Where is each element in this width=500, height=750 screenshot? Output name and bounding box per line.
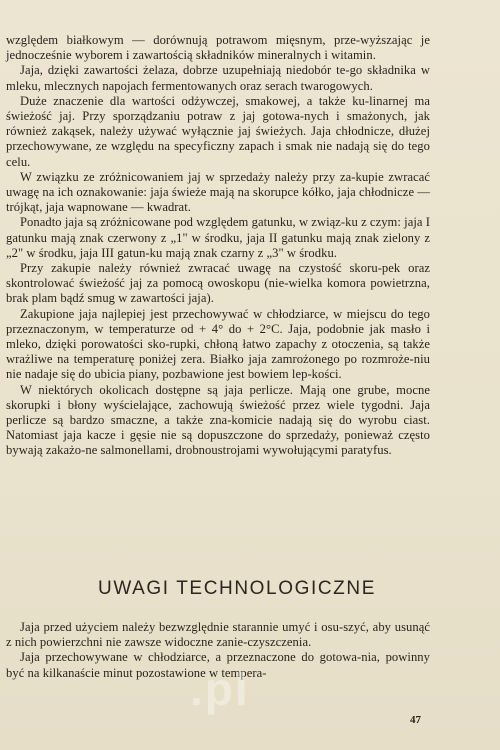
- paragraph: Jaja przed użyciem należy bezwzględnie starannie umyć i osu-szyć, aby usunąć z nich powierzchni nie zawsze widoczne zanie-czyszczenia.: [6, 620, 430, 650]
- paragraph: względem białkowym — dorównują potrawom mięsnym, prze-wyższając je jednocześnie wyborem i zawartością składników mineralnych i witamin.: [6, 33, 430, 63]
- body-text-bottom: [6, 620, 430, 681]
- watermark: .pl: [190, 663, 250, 715]
- section-heading: UWAGI TECHNOLOGICZNE: [98, 578, 376, 599]
- body-text-top: [6, 33, 430, 459]
- page-number: 47: [410, 714, 421, 726]
- paragraph: Przy zakupie należy również zwracać uwagę na czystość skoru-pek oraz skontrolować świeżość jaj za pomocą owoskopu (nie-wielka komora powietrzna, brak plam bądź smug w zawartości jaja).: [6, 261, 430, 306]
- paragraph: Duże znaczenie dla wartości odżywczej, smakowej, a także ku-linarnej ma świeżość jaj. Przy sporządzaniu potraw z jaj gotowa-nych i smażonych, jak również zakąsek, należy używać wyłącznie jaj świeżych. Jaja chłodnicze, dłużej przechowywane, ze względu na specyficzny zapach i smak nie nadają się do tego celu.: [6, 93, 430, 169]
- paragraph: Jaja przechowywane w chłodziarce, a przeznaczone do gotowa-nia, powinny być na kilkanaście minut pozostawione w tempera-: [6, 650, 430, 680]
- paragraph: Ponadto jaja są zróżnicowane pod względem gatunku, w związ-ku z czym: jaja I gatunku mają znak czerwony z „1" w środku, jaja II gatunku mają znak zielony z „2" w środku, jaja III gatun-ku mają znak czarny z „3" w środku.: [6, 215, 430, 260]
- paragraph: Jaja, dzięki zawartości żelaza, dobrze uzupełniają niedobór te-go składnika w mleku, mlecznych napojach fermentowanych oraz serach twarogowych.: [6, 63, 430, 93]
- paragraph: W związku ze zróżnicowaniem jaj w sprzedaży należy przy za-kupie zwracać uwagę na ich oznakowanie: jaja świeże mają na skorupce kółko, jaja chłodnicze — trójkąt, jaja wapnowane — kwadrat.: [6, 169, 430, 215]
- paragraph: W niektórych okolicach dostępne są jaja perlicze. Mają one grube, mocne skorupki i błony wyścielające, zachowują świeżość przez wiele tygodni. Jaja perlicze są bardzo smaczne, a także zna-komicie nadają się do wyrobu ciast. Natomiast jaja kacze i gęsie nie są dopuszczone do sprzedaży, ponieważ często bywają zakażo-ne salmonellami, drobnoustrojami wywołującymi paratyfus.: [6, 382, 430, 458]
- paragraph: Zakupione jaja najlepiej jest przechowywać w chłodziarce, w miejscu do tego przeznaczonym, w temperaturze od + 4° do + 2°C. Jaja, podobnie jak masło i mleko, dzięki porowatości sko-rupki, chłoną łatwo zapachy z otoczenia, są także wrażliwe na temperaturę poniżej zera. Białko jaja zamrożonego po rozmroże-niu nie nadaje się do ubicia piany, pozbawione jest bowiem lep-kości.: [6, 306, 430, 382]
